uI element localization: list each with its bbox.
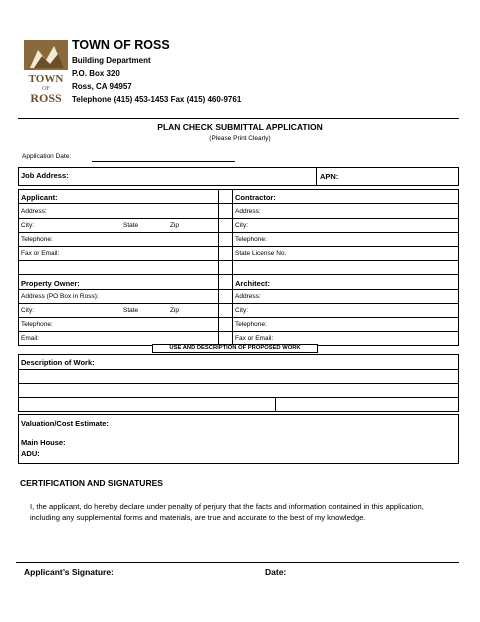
logo-text-town: TOWN (28, 73, 64, 85)
grid-divider-right (232, 189, 233, 346)
row-line (18, 317, 459, 318)
row-line (18, 383, 459, 384)
application-date-label: Application Date: (22, 153, 72, 160)
applicant-state-label[interactable]: State (123, 222, 139, 229)
owner-email-label[interactable]: Email: (21, 335, 40, 342)
grid-divider-left (218, 189, 219, 346)
owner-state-label[interactable]: State (123, 307, 139, 314)
applicant-city-label[interactable]: City: (21, 222, 34, 229)
architect-city-label[interactable]: City: (235, 307, 248, 314)
contractor-address-label[interactable]: Address: (235, 208, 261, 215)
logo-text-of: OF (42, 86, 50, 92)
applicant-address-label[interactable]: Address: (21, 208, 47, 215)
job-apn-divider (316, 167, 317, 186)
applicant-fax-email-label[interactable]: Fax or Email: (21, 250, 60, 257)
logo-text-ross: ROSS (30, 91, 62, 104)
contractor-telephone-label[interactable]: Telephone: (235, 236, 267, 243)
owner-city-label[interactable]: City: (21, 307, 34, 314)
row-line (18, 203, 459, 204)
row-line (18, 331, 459, 332)
row-line (18, 369, 459, 370)
town-logo (24, 40, 68, 104)
org-name: TOWN OF ROSS (72, 38, 170, 52)
architect-heading: Architect: (235, 279, 271, 288)
row-line (18, 218, 459, 219)
city-state-zip: Ross, CA 94957 (72, 82, 132, 91)
certification-heading: CERTIFICATION AND SIGNATURES (20, 478, 163, 488)
form-subtitle: (Please Print Clearly) (209, 135, 271, 142)
header-divider (18, 118, 459, 119)
certification-text: I, the applicant, do hereby declare under penalty of perjury that the facts and information contained in this application, including any supplemental forms and materials, are true and accurate to the best of my knowledge. (30, 502, 424, 522)
valuation-label: Valuation/Cost Estimate: (21, 419, 109, 428)
date-label: Date: (265, 567, 287, 577)
architect-address-label[interactable]: Address: (235, 293, 261, 300)
row-line (18, 274, 459, 275)
architect-telephone-label[interactable]: Telephone: (235, 321, 267, 328)
applicant-telephone-label[interactable]: Telephone: (21, 236, 53, 243)
apn-field[interactable] (318, 168, 458, 185)
signature-label: Applicant’s Signature: (24, 567, 114, 577)
contractor-license-label[interactable]: State License No. (235, 250, 287, 257)
apn-label: APN: (320, 172, 339, 181)
owner-heading: Property Owner: (21, 279, 80, 288)
contractor-city-label[interactable]: City: (235, 222, 248, 229)
description-label: Description of Work: (21, 358, 95, 367)
po-box: P.O. Box 320 (72, 69, 120, 78)
job-address-label: Job Address: (21, 171, 69, 180)
signature-line[interactable] (16, 562, 459, 563)
main-house-label: Main House: (21, 438, 66, 447)
applicant-heading: Applicant: (21, 193, 58, 202)
proposed-work-banner: USE AND DESCRIPTION OF PROPOSED WORK (152, 344, 318, 353)
owner-zip-label[interactable]: Zip (170, 307, 180, 314)
row-line (18, 246, 459, 247)
owner-telephone-label[interactable]: Telephone: (21, 321, 53, 328)
description-divider (275, 397, 276, 412)
architect-fax-email-label[interactable]: Fax or Email: (235, 335, 274, 342)
phone-fax: Telephone (415) 453-1453 Fax (415) 460-9761 (72, 95, 242, 104)
owner-address-label[interactable]: Address (PO Box in Ross): (21, 293, 99, 300)
row-line (18, 232, 459, 233)
application-date-field[interactable] (92, 161, 235, 162)
row-line (18, 260, 459, 261)
row-line (18, 397, 459, 398)
form-title: PLAN CHECK SUBMITTAL APPLICATION (157, 122, 323, 132)
contractor-heading: Contractor: (235, 193, 276, 202)
row-line (18, 303, 459, 304)
department: Building Department (72, 56, 151, 65)
adu-label: ADU: (21, 449, 40, 458)
row-line (18, 289, 459, 290)
applicant-zip-label[interactable]: Zip (170, 222, 180, 229)
